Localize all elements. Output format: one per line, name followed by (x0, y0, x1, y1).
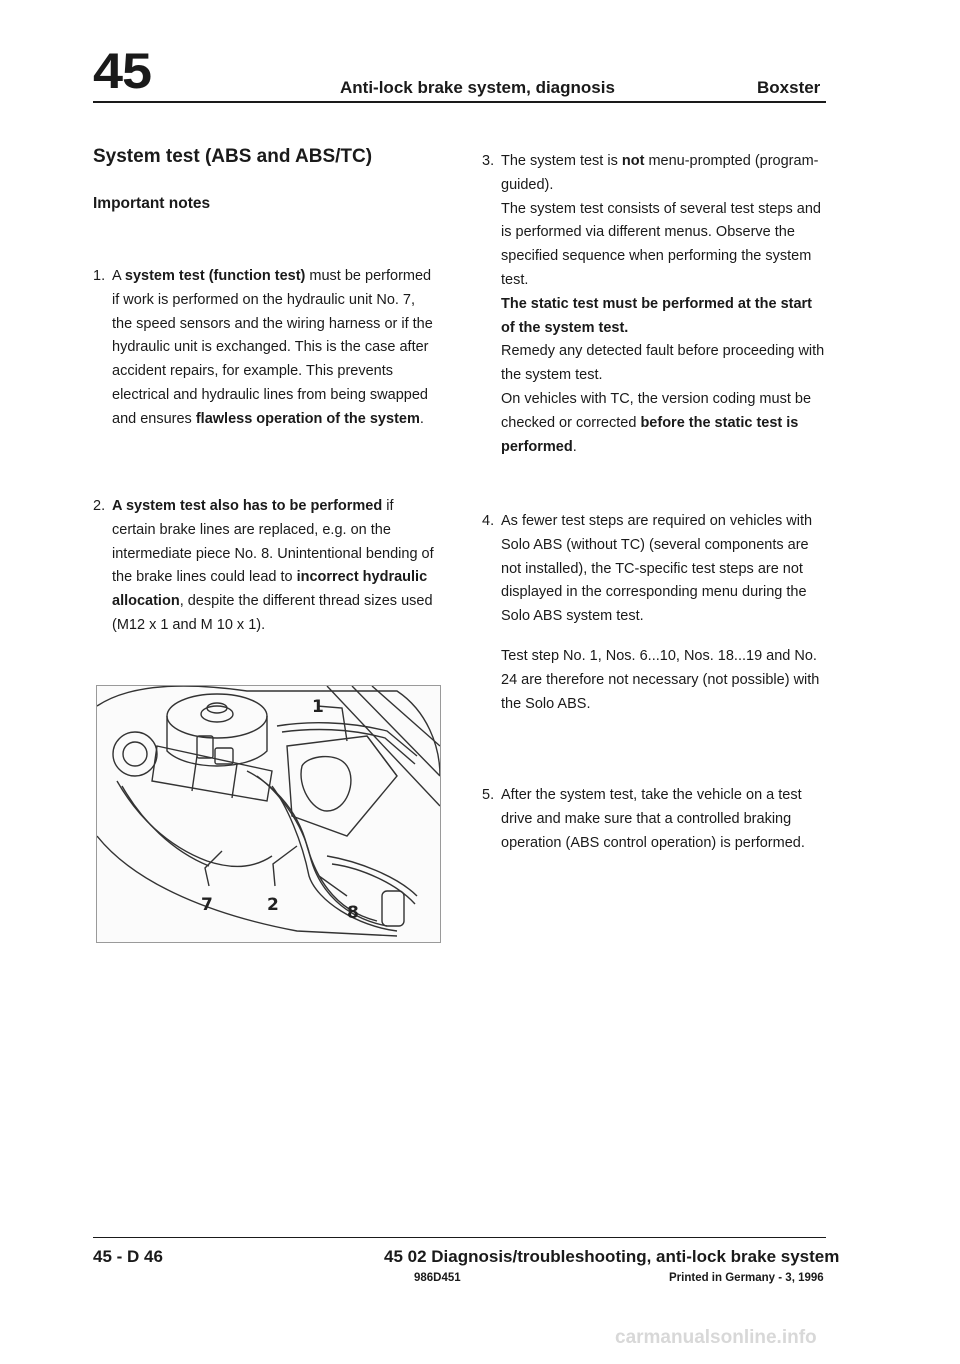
list-item-3 (482, 150, 827, 459)
text-run: On vehicles with TC, the version coding must be checked or corrected (501, 390, 812, 431)
text-run: if certain brake lines are replaced, e.g. on the intermediate piece No. 8. Unintentional bending of the brake lines could lead to (112, 498, 434, 586)
bold-run: The static test must be performed at the start of the system test. (501, 295, 813, 336)
bold-run: incorrect hydraulic allocation (112, 569, 428, 610)
paragraph (501, 388, 827, 459)
hydraulic-unit-figure (96, 685, 441, 943)
bold-run: flawless operation of the system (195, 410, 420, 427)
paragraph: Test step No. 1, Nos. 6...10, Nos. 18...19 and No. 24 are therefore not necessary (not possible) with the Solo ABS. (501, 647, 820, 712)
watermark: carmanualsonline.info (615, 1327, 817, 1348)
section-heading: System test (ABS and ABS/TC) (93, 146, 373, 167)
text-run: , despite the different thread sizes used (M12 x 1 and M 10 x 1). (112, 593, 433, 633)
section-subheading: Important notes (93, 195, 211, 212)
bold-run: A system test also has to be performed (112, 498, 383, 514)
paragraph: The system test consists of several test steps and is performed via different menus. Observe the specified sequence when performing the system test. (501, 200, 821, 288)
list-item-4 (482, 510, 827, 716)
footer-rule (93, 1237, 826, 1238)
bold-run: not (621, 153, 645, 169)
bold-run: before the static test is performed (501, 414, 799, 455)
list-item-text (112, 265, 438, 432)
list-item-number: 3. (482, 153, 495, 169)
footer-print-info: Printed in Germany - 3, 1996 (669, 1272, 824, 1284)
paragraph-bold (501, 293, 827, 341)
list-item-number: 4. (482, 513, 495, 529)
list-item-1 (93, 265, 438, 432)
list-item-number: 5. (482, 787, 495, 803)
text-run: must be performed if work is performed on the hydraulic unit No. 7, the speed sensors and the wiring harness or if the hydraulic unit is exchanged. This is the case after accident repairs, for example. This prevents electrical and hydraulic lines from being swapped and ensures (112, 268, 433, 427)
footer-page-number: 45 - D 46 (93, 1247, 163, 1266)
paragraph (501, 150, 827, 198)
figure-label-8: 8 (347, 903, 359, 923)
figure-label-1: 1 (312, 697, 324, 717)
paragraph: Remedy any detected fault before proceeding with the system test. (501, 343, 825, 384)
header-model: Boxster (757, 78, 821, 97)
list-item-number: 2. (93, 498, 106, 514)
text-run: menu-prompted (program-guided). (501, 153, 819, 193)
footer-document-code: 986D451 (414, 1272, 461, 1284)
list-item-5 (482, 784, 827, 855)
text-run: . (419, 410, 424, 427)
list-item-text (112, 495, 438, 638)
figure-label-2: 2 (267, 895, 279, 915)
list-item-text (501, 150, 827, 459)
text-run: A (112, 268, 125, 284)
list-item-text: After the system test, take the vehicle on a test drive and make sure that a controlled braking operation (ABS control operation) is performed. (501, 787, 805, 851)
list-item-text (501, 510, 827, 716)
list-item-number: 1. (93, 268, 106, 284)
paragraph: As fewer test steps are required on vehicles with Solo ABS (without TC) (several components are not installed), the TC-specific test steps are not displayed in the corresponding menu during the Solo ABS system test. (501, 513, 813, 625)
text-run: . (572, 438, 577, 455)
list-item-2 (93, 495, 438, 638)
header-title: Anti-lock brake system, diagnosis (340, 78, 615, 97)
header-rule (93, 101, 826, 103)
figure-label-7: 7 (201, 895, 213, 915)
footer-section-title: 45 02 Diagnosis/troubleshooting, anti-lock brake system (384, 1247, 840, 1266)
text-run: The system test is (501, 153, 622, 169)
chapter-number: 45 (93, 43, 151, 99)
bold-run: system test (function test) (124, 268, 306, 284)
hydraulic-unit-drawing (97, 686, 440, 942)
